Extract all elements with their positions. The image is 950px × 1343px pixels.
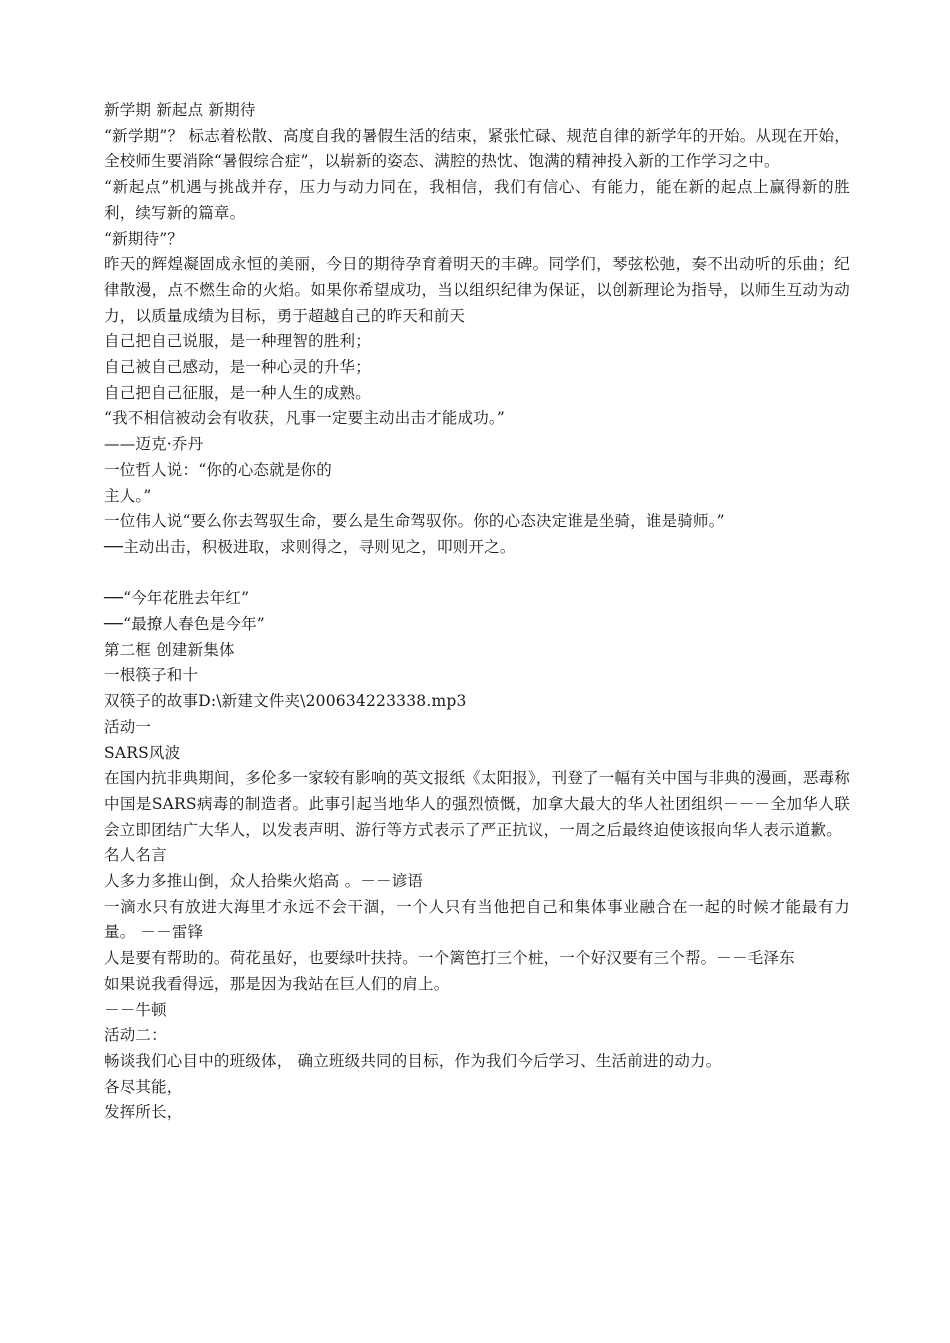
quote-proverb: 人多力多推山倒，众人拾柴火焰高 。－－谚语	[104, 872, 424, 891]
quote-lei-feng: 一滴水只有放进大海里才永远不会干涸，一个人只有当他把自己和集体事业融合在一起的时候才能最有力量。 －－雷锋	[104, 897, 850, 942]
line-play-strengths: 发挥所长，	[104, 1103, 183, 1122]
paragraph-new-start: “新起点”机遇与挑战并存，压力与动力同在，我相信，我们有信心、有能力，能在新的起点上赢得新的胜利，续写新的篇章。	[104, 178, 850, 222]
sars-heading: SARS风波	[104, 743, 181, 762]
quote-mao-zedong: 人是要有帮助的。荷花虽好，也要绿叶扶持。一个篱笆打三个桩，一个好汉要有三个帮。－－毛泽东	[104, 949, 795, 968]
section-heading-new-collective: 第二框 创建新集体	[104, 640, 235, 659]
quote-jordan-attribution: ——迈克·乔丹	[104, 435, 204, 454]
line-moved-self: 自己被自己感动，是一种心灵的升华；	[104, 358, 371, 377]
quote-philosopher-part2: 主人。”	[104, 486, 152, 505]
quote-philosopher-part1: 一位哲人说：“你的心态就是你的	[104, 460, 332, 479]
quote-jordan: “我不相信被动会有收获，凡事一定要主动出击才能成功。”	[104, 409, 505, 428]
paragraph-yesterday-glory: 昨天的辉煌凝固成永恒的美丽，今日的期待孕育着明天的丰碑。同学们，琴弦松弛，奏不出动听的乐曲；纪律散漫，点不燃生命的火焰。如果你希望成功，当以组织纪律为保证，以创新理论为指导，以师生互动为动力，以质量成绩为目标，勇于超越自己的昨天和前天	[104, 255, 850, 325]
famous-quotes-heading: 名人名言	[104, 846, 167, 865]
blank-line	[104, 561, 850, 587]
paragraph-new-expectation-heading: “新期待”？	[104, 229, 184, 248]
paragraph-class-goals: 畅谈我们心目中的班级体， 确立班级共同的目标，作为我们今后学习、生活前进的动力。	[104, 1052, 722, 1070]
line-one-chopstick: 一根筷子和十	[104, 666, 199, 685]
quote-newton-attribution: －－牛顿	[104, 1000, 167, 1019]
line-flowers-this-year: ──“今年花胜去年红”	[104, 589, 250, 608]
quote-newton: 如果说我看得远，那是因为我站在巨人们的肩上。	[104, 974, 450, 993]
document-body	[104, 98, 850, 1126]
line-each-capable: 各尽其能，	[104, 1077, 183, 1096]
activity-two-heading: 活动二：	[104, 1026, 167, 1045]
quote-great-man: 一位伟人说“要么你去驾驭生命，要么是生命驾驭你。你的心态决定谁是坐骑，谁是骑师。”	[104, 512, 725, 531]
line-chopsticks-story-file: 双筷子的故事D:\新建文件夹\200634223338.mp3	[104, 692, 467, 711]
paragraph-new-semester: “新学期”？ 标志着松散、高度自我的暑假生活的结束，紧张忙碌、规范自律的新学年的开始。从现在开始，全校师生要消除“暑假综合症”，以崭新的姿态、满腔的热忱、饱满的精神投入新的工作学习之中。	[104, 126, 850, 171]
line-conquer-self: 自己把自己征服，是一种人生的成熟。	[104, 383, 371, 402]
doc-title: 新学期 新起点 新期待	[104, 101, 256, 119]
activity-one-heading: 活动一	[104, 717, 152, 736]
line-take-initiative: ──主动出击，积极进取，求则得之，寻则见之，叩则开之。	[104, 537, 516, 556]
line-spring-this-year: ──“最撩人春色是今年”	[104, 615, 265, 634]
line-persuade-self: 自己把自己说服，是一种理智的胜利；	[104, 332, 371, 351]
paragraph-sars-story: 在国内抗非典期间，多伦多一家较有影响的英文报纸《太阳报》，刊登了一幅有关中国与非典的漫画，恶毒称中国是SARS病毒的制造者。此事引起当地华人的强烈愤慨，加拿大最大的华人社团组织－－－全加华人联会立即团结广大华人，以发表声明、游行等方式表示了严正抗议，一周之后最终迫使该报向华人表示道歉。	[104, 769, 850, 839]
